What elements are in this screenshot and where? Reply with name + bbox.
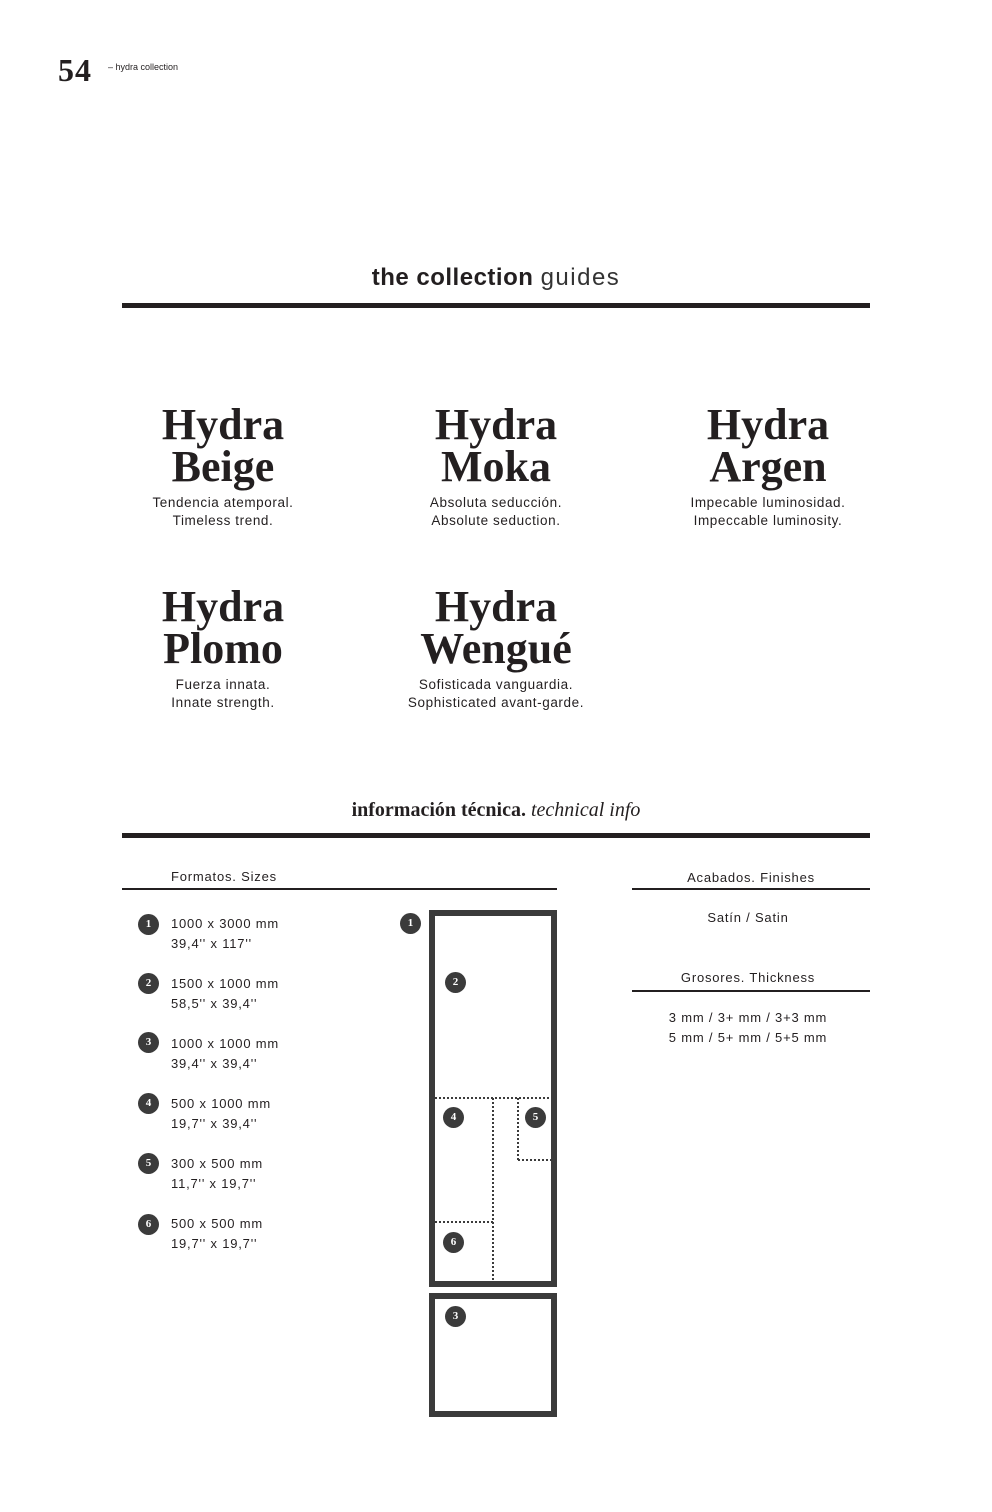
running-head: – hydra collection bbox=[108, 62, 179, 72]
size-badge: 6 bbox=[138, 1214, 159, 1235]
colour-name-line2: Argen bbox=[709, 442, 827, 491]
colour-name-line2: Moka bbox=[441, 442, 551, 491]
size-metric: 1000 x 3000 mm bbox=[171, 916, 280, 931]
finishes-value: Satín / Satin bbox=[707, 910, 789, 925]
finishes-rule bbox=[632, 888, 870, 890]
size-imperial: 58,5'' x 39,4'' bbox=[171, 996, 258, 1011]
size-badge: 2 bbox=[138, 973, 159, 994]
diagram-badge: 3 bbox=[445, 1306, 466, 1327]
colour-name-line2: Beige bbox=[171, 442, 275, 491]
colour-name-line1: Hydra bbox=[434, 582, 558, 631]
collection-title-light: guides bbox=[540, 264, 621, 291]
tagline-en: Timeless trend. bbox=[172, 513, 274, 528]
tagline-en: Innate strength. bbox=[171, 695, 275, 710]
size-metric: 500 x 1000 mm bbox=[171, 1096, 272, 1111]
tagline-es: Sofisticada vanguardia. bbox=[418, 677, 574, 692]
diagram-badge: 5 bbox=[525, 1107, 546, 1128]
colour-name-line2: Wengué bbox=[420, 624, 572, 673]
colour-name-line1: Hydra bbox=[161, 400, 285, 449]
size-badge: 3 bbox=[138, 1032, 159, 1053]
size-metric: 1000 x 1000 mm bbox=[171, 1036, 280, 1051]
technical-title-es: información técnica. bbox=[351, 799, 526, 821]
size-imperial: 39,4'' x 117'' bbox=[171, 936, 252, 951]
thickness-values bbox=[632, 1008, 864, 1048]
tagline-es: Impecable luminosidad. bbox=[690, 495, 846, 510]
colour-name-line1: Hydra bbox=[161, 582, 285, 631]
tagline-en: Sophisticated avant-garde. bbox=[407, 695, 585, 710]
size-imperial: 19,7'' x 19,7'' bbox=[171, 1236, 258, 1251]
size-metric: 500 x 500 mm bbox=[171, 1216, 263, 1231]
thickness-line: 5 mm / 5+ mm / 5+5 mm bbox=[668, 1030, 828, 1045]
size-metric: 1500 x 1000 mm bbox=[171, 976, 280, 991]
diagram-badge: 1 bbox=[400, 913, 421, 934]
diagram-badge: 2 bbox=[445, 972, 466, 993]
finishes-heading: Acabados. Finishes bbox=[687, 870, 815, 885]
collection-title-bold: the collection bbox=[371, 264, 534, 291]
diagram-badge: 6 bbox=[443, 1232, 464, 1253]
size-imperial: 11,7'' x 19,7'' bbox=[171, 1176, 257, 1191]
formats-heading: Formatos. Sizes bbox=[171, 869, 277, 884]
size-imperial: 19,7'' x 39,4'' bbox=[171, 1116, 258, 1131]
colour-name-line2: Plomo bbox=[163, 624, 283, 673]
tagline-es: Tendencia atemporal. bbox=[152, 495, 294, 510]
tagline-en: Impeccable luminosity. bbox=[693, 513, 843, 528]
diagram-badge: 4 bbox=[443, 1107, 464, 1128]
thickness-heading: Grosores. Thickness bbox=[680, 970, 816, 985]
size-imperial: 39,4'' x 39,4'' bbox=[171, 1056, 258, 1071]
thickness-rule bbox=[632, 990, 870, 992]
tagline-es: Absoluta seducción. bbox=[429, 495, 563, 510]
size-metric: 300 x 500 mm bbox=[171, 1156, 263, 1171]
technical-title-en: technical info bbox=[530, 799, 641, 821]
tagline-es: Fuerza innata. bbox=[175, 677, 271, 692]
page-number: 54 bbox=[58, 52, 92, 88]
colour-name-line1: Hydra bbox=[434, 400, 558, 449]
colour-name-line1: Hydra bbox=[706, 400, 830, 449]
size-badge: 1 bbox=[138, 914, 159, 935]
size-badge: 5 bbox=[138, 1153, 159, 1174]
size-badge: 4 bbox=[138, 1093, 159, 1114]
thickness-line: 3 mm / 3+ mm / 3+3 mm bbox=[668, 1010, 828, 1025]
tagline-en: Absolute seduction. bbox=[431, 513, 561, 528]
